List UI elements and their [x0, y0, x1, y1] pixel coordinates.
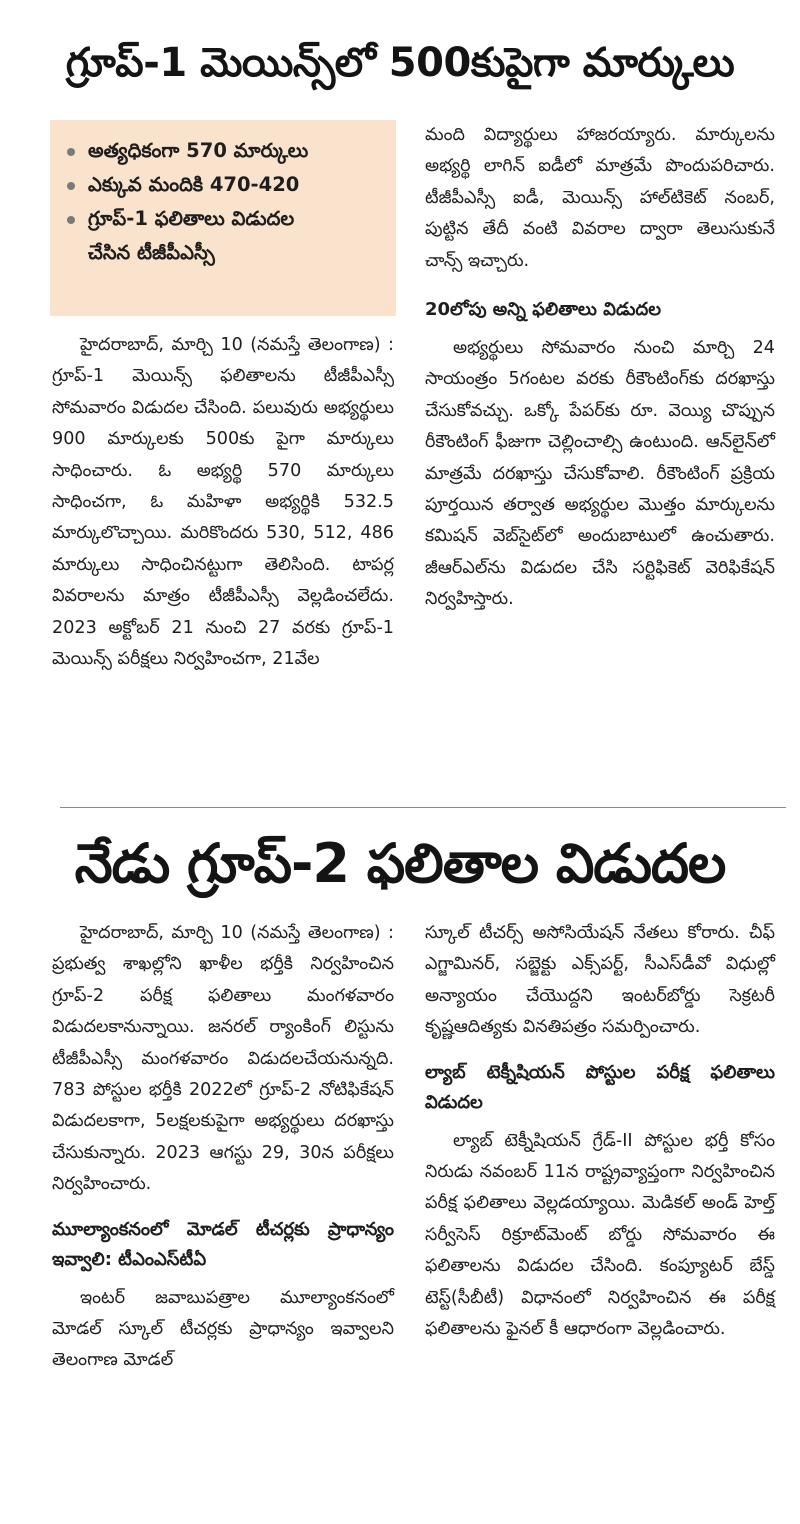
article2-paragraph: ఇంటర్‌ జవాబుపత్రాల మూల్యాంకనంలో మోడల్‌ స్కూల్‌ టీచర్లకు ప్రాధాన్యం ఇవ్వాలని తెలంగాణ మోడల్‌ [52, 1287, 394, 1371]
highlight-item: ఎక్కువ మందికి 470-420 [64, 168, 396, 202]
article2-headline: నేడు గ్రూప్‌-2 ఫలితాల విడుదల [74, 832, 726, 895]
article2-left-column [52, 918, 394, 1377]
bullet-icon [67, 216, 75, 224]
article2-subheading: ల్యాబ్‌ టెక్నీషియన్‌ పోస్టుల పరీక్ష ఫలితాలు విడుదల [425, 1061, 775, 1113]
article2-paragraph: హైదరాబాద్‌, మార్చి 10 (నమస్తే తెలంగాణ) : ప్రభుత్వ శాఖల్లోని ఖాళీల భర్తీకి నిర్వహించిన గ్రూప్‌-2 పరీక్ష ఫలితాలు మంగళవారం విడుదలకానున్నాయి. జనరల్‌ ర్యాంకింగ్‌ లిస్టును టీజీపీఎస్సీ మంగళవారం విడుదలచేయనున్నది. 783 పోస్టుల భర్తీకి 2022లో గ్రూప్‌-2 నోటిఫికేషన్‌ విడుదలకాగా, 5లక్షలకుపైగా అభ్యర్థులు దరఖాస్తు చేసుకున్నారు. 2023 ఆగస్టు 29, 30న పరీక్షలు నిర్వహించారు. [52, 923, 394, 1195]
article2-subheading: మూల్యాంకనంలో మోడల్‌ టీచర్లకు ప్రాధాన్యం ఇవ్వాలి: టీఎంఎస్‌టీఏ [52, 1218, 394, 1270]
article1-left-column [52, 330, 394, 675]
section-divider [60, 807, 786, 808]
highlight-item: చేసిన టీజీపీఎస్సీ [88, 241, 215, 264]
article1-paragraph: హైదరాబాద్‌, మార్చి 10 (నమస్తే తెలంగాణ) : గ్రూప్‌-1 మెయిన్స్‌ ఫలితాలను టీజీపీఎస్సీ సోమవారం విడుదల చేసింది. పలువురు అభ్యర్థులు 900 మార్కులకు 500కు పైగా మార్కులు సాధించారు. ఓ అభ్యర్థి 570 మార్కులు సాధించగా, ఓ మహిళా అభ్యర్థికి 532.5 మార్కులొచ్చాయి. మరికొందరు 530, 512, 486 మార్కులు సాధించినట్టుగా తెలిసింది. టాపర్ల వివరాలను మాత్రం టీజీపీఎస్సీ వెల్లడించలేదు. 2023 అక్టోబర్‌ 21 నుంచి 27 వరకు గ్రూప్‌-1 మెయిన్స్‌ పరీక్షలు నిర్వహించగా, 21వేల [52, 335, 394, 670]
article2-paragraph: ల్యాబ్‌ టెక్నీషియన్‌ గ్రేడ్‌-II పోస్టుల భర్తీ కోసం నిరుడు నవంబర్‌ 11న రాష్ట్రవ్యాప్తంగా నిర్వహించిన పరీక్ష ఫలితాలు వెల్లడయ్యాయి. మెడికల్‌ అండ్‌ హెల్త్‌ సర్వీసెస్‌ రిక్రూట్‌మెంట్‌ బోర్డు సోమవారం ఈ ఫలితాలను విడుదల చేసింది. కంప్యూటర్‌ బేస్డ్‌ టెస్ట్‌(సీబీటీ) విధానంలో నిర్వహించిన ఈ పరీక్ష ఫలితాలను ఫైనల్‌ కీ ఆధారంగా వెల్లడించారు. [425, 1130, 775, 1340]
article1-headline: గ్రూప్‌-1 మెయిన్స్‌లో 500కుపైగా మార్కులు [65, 40, 735, 86]
highlight-item: గ్రూప్‌-1 ఫలితాలు విడుదల [64, 202, 396, 236]
bullet-icon [67, 182, 75, 190]
article1-paragraph-continued: మంది విద్యార్థులు హాజరయ్యారు. మార్కులను అభ్యర్థి లాగిన్‌ ఐడీలో మాత్రమే పొందుపరిచారు. టీజీపీఎస్సీ ఐడీ, మెయిన్స్‌ హాల్‌టికెట్‌ నంబర్‌, పుట్టిన తేదీ వంటి వివరాల ద్వారా తెలుసుకునే చాన్స్‌ ఇచ్చారు. [425, 125, 775, 271]
bullet-icon [67, 148, 75, 156]
article1-subheading: 20లోపు అన్ని ఫలితాలు విడుదల [425, 299, 661, 321]
article2-right-column [425, 918, 775, 1345]
article2-paragraph-continued: స్కూల్‌ టీచర్స్‌ అసోసియేషన్‌ నేతలు కోరారు. చీఫ్‌ ఎగ్జామినర్‌, సబ్జెక్టు ఎక్స్‌పర్ట్‌, సీఎస్‌డీవో విధుల్లో అన్యాయం చేయొద్దని ఇంటర్‌బోర్డు సెక్రటరీ కృష్ణఆదిత్యకు వినతిపత్రం సమర్పించారు. [425, 923, 775, 1038]
article1-right-column [425, 120, 775, 616]
article1-paragraph: అభ్యర్థులు సోమవారం నుంచి మార్చి 24 సాయంత్రం 5గంటల వరకు రీకౌంటింగ్‌కు దరఖాస్తు చేసుకోవచ్చు. ఒక్కో పేపర్‌కు రూ. వెయ్యి చొప్పున రీకౌంటింగ్‌ ఫీజుగా చెల్లించాల్సి ఉంటుంది. ఆన్‌లైన్‌లో మాత్రమే దరఖాస్తు చేసుకోవాలి. రీకౌంటింగ్‌ ప్రక్రియ పూర్తయిన తర్వాత అభ్యర్థుల మొత్తం మార్కులను కమిషన్‌ వెబ్‌సైట్‌లో అందుబాటులో ఉంచుతారు. జీఆర్‌ఎల్‌ను విడుదల చేసి సర్టిఫికెట్‌ వెరిఫికేషన్‌ నిర్వహిస్తారు. [425, 338, 775, 610]
highlight-item: అత్యధికంగా 570 మార్కులు [64, 134, 396, 168]
highlights-box [50, 120, 396, 316]
